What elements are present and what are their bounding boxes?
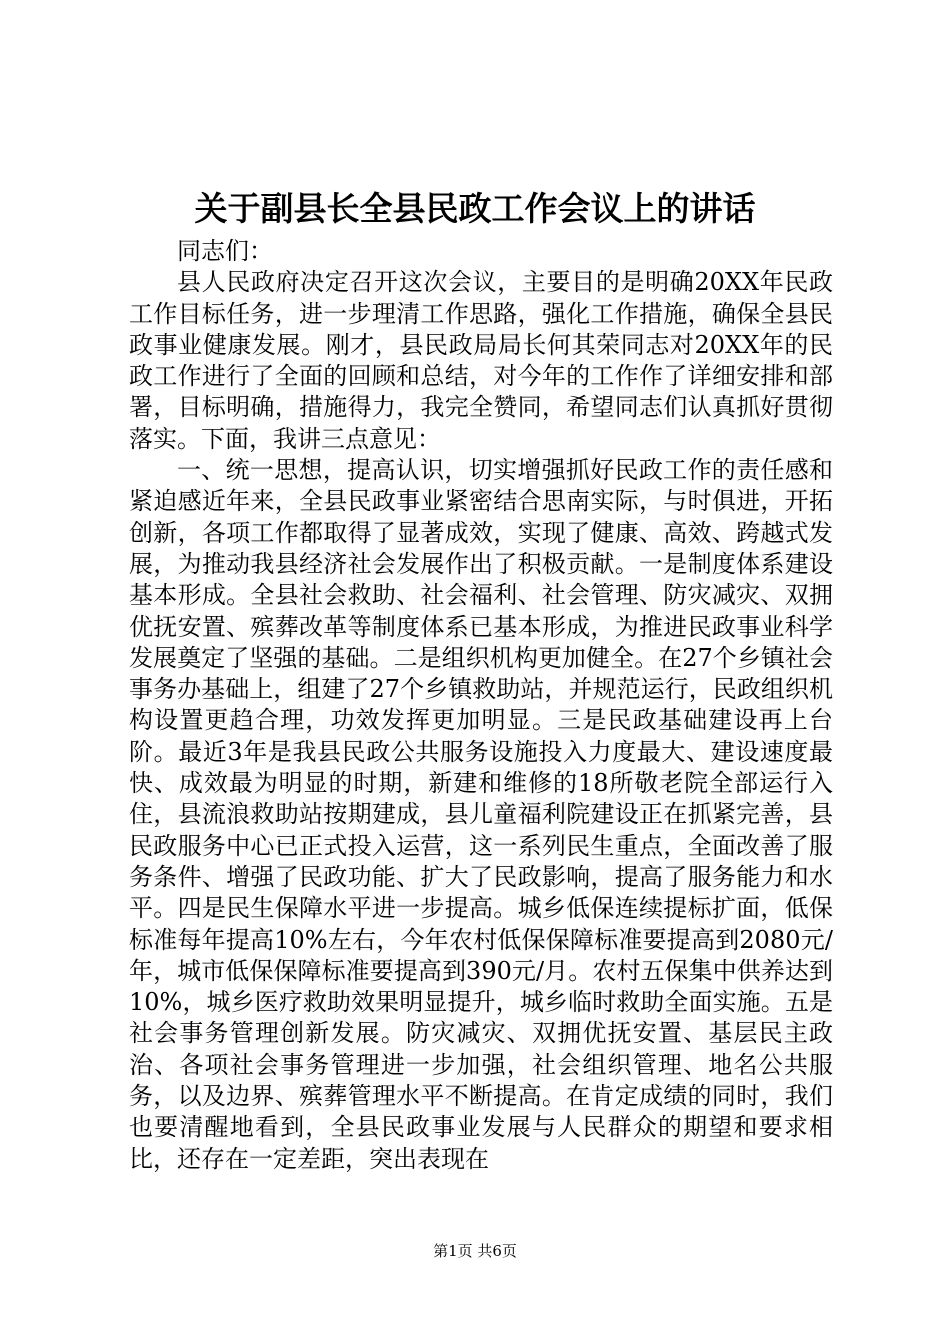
document-title: 关于副县长全县民政工作会议上的讲话 <box>194 189 756 228</box>
salutation: 同志们： <box>177 237 273 265</box>
document-body <box>129 236 833 1175</box>
paragraph-section-one: 一、统一思想，提高认识，切实增强抓好民政工作的责任感和紧迫感近年来，全县民政事业紧密结合思南实际，与时俱进，开拓创新，各项工作都取得了显著成效，实现了健康、高效、跨越式发展，为推动我县经济社会发展作出了积极贡献。一是制度体系建设基本形成。全县社会救助、社会福利、社会管理、防灾减灾、双拥优抚安置、殡葬改革等制度体系已基本形成，为推进民政事业科学发展奠定了坚强的基础。二是组织机构更加健全。在27个乡镇社会事务办基础上，组建了27个乡镇救助站，并规范运行，民政组织机构设置更趋合理，功效发挥更加明显。三是民政基础建设再上台阶。最近3年是我县民政公共服务设施投入力度最大、建设速度最快、成效最为明显的时期，新建和维修的18所敬老院全部运行入住，县流浪救助站按期建成，县儿童福利院建设正在抓紧完善，县民政服务中心已正式投入运营，这一系列民生重点，全面改善了服务条件、增强了民政功能、扩大了民政影响，提高了服务能力和水平。四是民生保障水平进一步提高。城乡低保连续提标扩面，低保标准每年提高10%左右，今年农村低保保障标准要提高到2080元/年，城市低保保障标准要提高到390元/月。农村五保集中供养达到10%，城乡医疗救助效果明显提升，城乡临时救助全面实施。五是社会事务管理创新发展。防灾减灾、双拥优抚安置、基层民主政治、各项社会事务管理进一步加强，社会组织管理、地名公共服务，以及边界、殡葬管理水平不断提高。在肯定成绩的同时，我们也要清醒地看到，全县民政事业发展与人民群众的期望和要求相比，还存在一定差距，突出表现在 <box>129 456 833 1173</box>
paragraph-intro: 县人民政府决定召开这次会议，主要目的是明确20XX年民政工作目标任务，进一步理清工作思路，强化工作措施，确保全县民政事业健康发展。刚才，县民政局局长何其荣同志对20XX年的民政工作进行了全面的回顾和总结，对今年的工作作了详细安排和部署，目标明确，措施得力，我完全赞同，希望同志们认真抓好贯彻落实。下面，我讲三点意见： <box>129 268 833 453</box>
page-number-footer: 第1页 共6页 <box>433 1242 517 1260</box>
